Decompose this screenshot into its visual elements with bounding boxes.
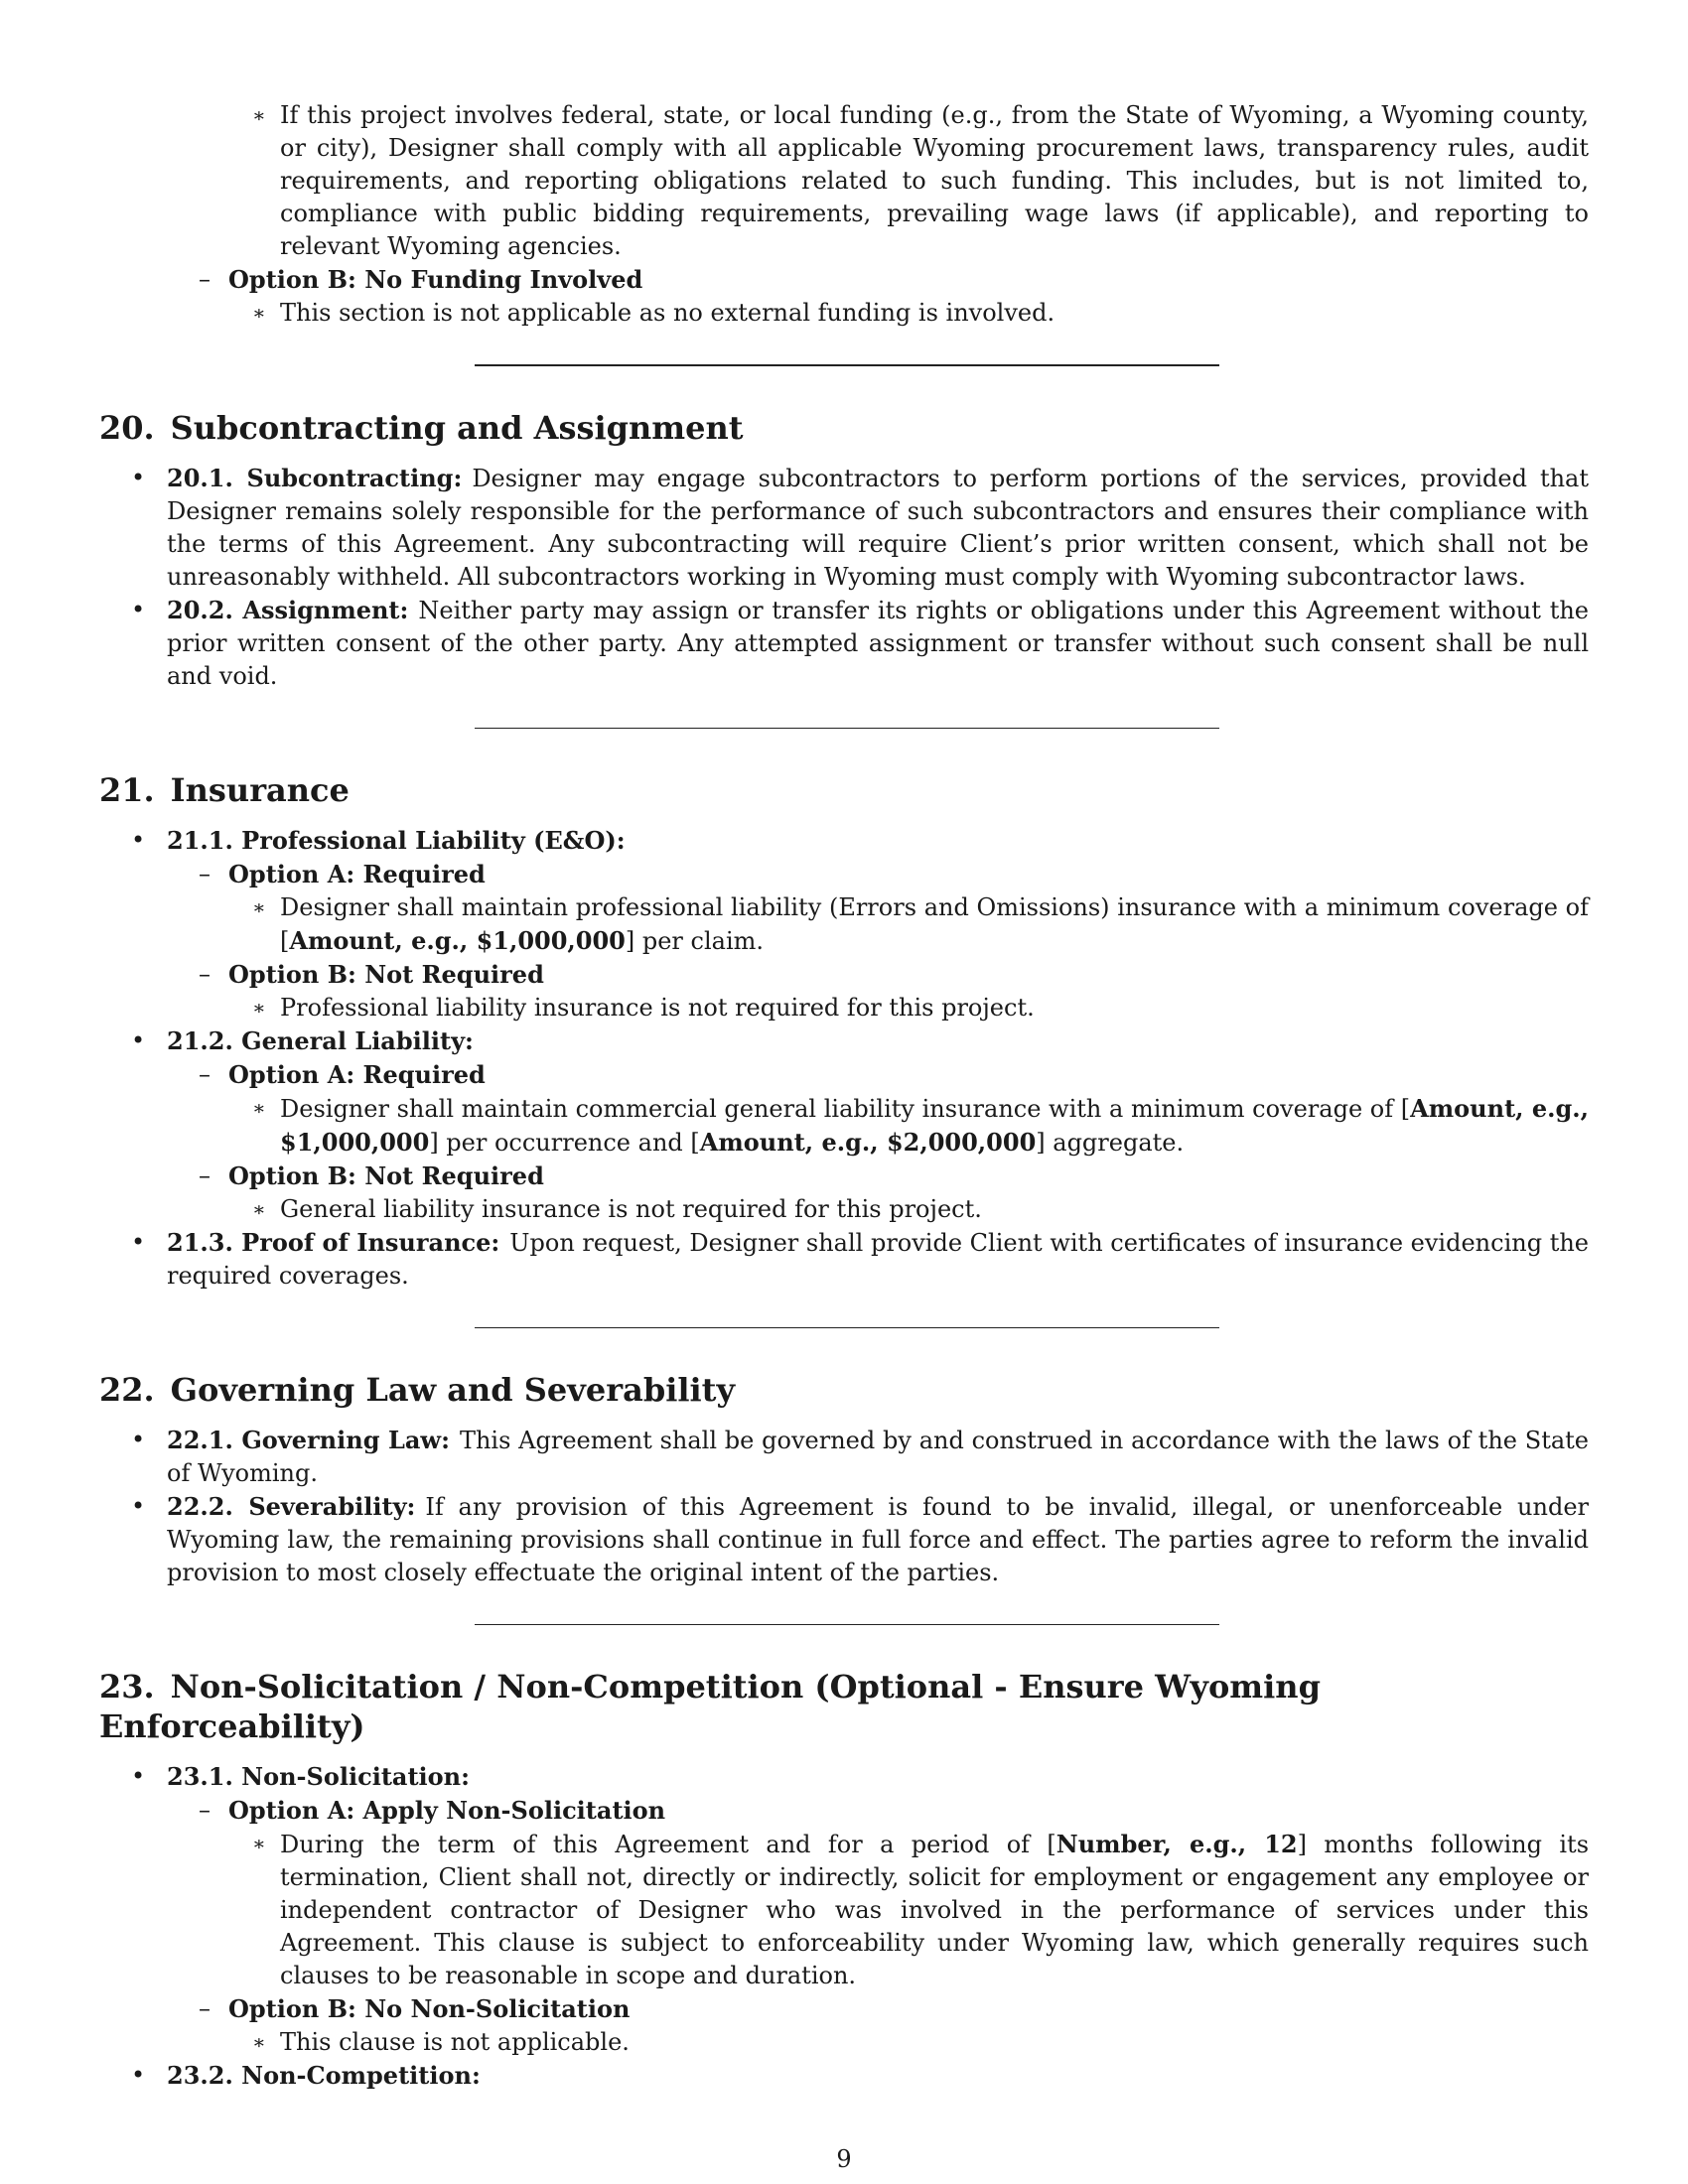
option-text: This clause is not applicable. <box>280 2028 630 2056</box>
section-title: Insurance <box>170 771 350 809</box>
option-text-item <box>99 1828 1589 1992</box>
option-text: Professional liability insurance is not required for this project. <box>280 994 1035 1022</box>
clause-22-1 <box>99 1424 1589 1490</box>
section-separator <box>475 1327 1219 1328</box>
amount-placeholder: Amount, e.g., $1,000,000 <box>289 926 626 955</box>
clause-label: 22.2. Severability: <box>167 1492 416 1521</box>
clause-label: 23.1. Non-Solicitation: <box>167 1762 470 1791</box>
clause-21-3 <box>99 1226 1589 1293</box>
amount-placeholder: Amount, e.g., $1,000,000 <box>280 1094 1589 1157</box>
asterisk-bullet-icon: ∗ <box>252 996 266 1020</box>
option-label: Option A: Required <box>228 860 486 888</box>
asterisk-bullet-icon: ∗ <box>252 1197 266 1221</box>
section-20-heading <box>99 408 1589 448</box>
option-label: Option A: Apply Non-Solicitation <box>228 1796 666 1825</box>
section-23-heading <box>99 1667 1589 1746</box>
option-text: ] aggregate. <box>1036 1129 1185 1157</box>
dash-bullet-icon: – <box>199 1994 211 2022</box>
asterisk-bullet-icon: ∗ <box>252 103 266 127</box>
bullet-icon: • <box>131 1762 146 1790</box>
section-number: 23. <box>99 1668 155 1706</box>
option-text: During the term of this Agreement and for a period of [ <box>280 1831 1056 1858</box>
funding-option-b-text-item <box>99 297 1589 330</box>
bullet-icon: • <box>131 1426 146 1453</box>
asterisk-bullet-icon: ∗ <box>252 895 266 919</box>
option-text: Designer shall maintain commercial general liability insurance with a minimum coverage of [ <box>280 1095 1411 1123</box>
clause-label: 21.1. Professional Liability (E&O): <box>167 826 626 855</box>
section-21-heading <box>99 770 1589 810</box>
clause-text: This Agreement shall be governed by and construed in accordance with the laws of the State of Wyoming. <box>167 1427 1590 1487</box>
section-title: Non-Solicitation / Non-Competition (Optional - Ensure Wyoming Enforceability) <box>99 1668 1321 1745</box>
dash-bullet-icon: – <box>199 1060 211 1088</box>
clause-label: 21.2. General Liability: <box>167 1026 474 1055</box>
bullet-icon: • <box>131 1228 146 1256</box>
asterisk-bullet-icon: ∗ <box>252 1832 266 1855</box>
option-text: ] months following its termination, Client shall not, directly or indirectly, solicit for employment or engagement any employee or independent contractor of Designer who was involved in the performance of services under this Agreement. This clause is subject to enforceability under Wyoming law, which generally requires such clauses to be reasonable in scope and duration. <box>280 1831 1590 1989</box>
clause-label: 22.1. Governing Law: <box>167 1426 450 1454</box>
bullet-icon: • <box>131 596 146 623</box>
clause-text: Neither party may assign or transfer its rights or obligations under this Agreement without the prior written consent of the other party. Any attempted assignment or transfer without such consent shall be null and void. <box>167 597 1590 690</box>
dash-bullet-icon: – <box>199 1796 211 1824</box>
section-separator <box>475 1624 1219 1625</box>
dash-bullet-icon: – <box>199 860 211 887</box>
funding-option-a-item <box>99 99 1589 263</box>
option-text-item <box>99 992 1589 1024</box>
clause-label: 23.2. Non-Competition: <box>167 2061 481 2090</box>
option-text: Designer shall maintain professional liability (Errors and Omissions) insurance with a minimum coverage of [ <box>280 893 1589 955</box>
asterisk-bullet-icon: ∗ <box>252 301 266 325</box>
clause-20-1 <box>99 462 1589 594</box>
option-text-item <box>99 891 1589 958</box>
bullet-icon: • <box>131 464 146 491</box>
dash-bullet-icon: – <box>199 265 211 293</box>
option-a-item <box>99 1794 1589 1828</box>
number-placeholder: Number, e.g., 12 <box>1055 1830 1298 1858</box>
dash-bullet-icon: – <box>199 960 211 988</box>
amount-placeholder: Amount, e.g., $2,000,000 <box>699 1128 1037 1157</box>
clause-label: 20.2. Assignment: <box>167 596 409 624</box>
option-text: ] per claim. <box>625 927 765 955</box>
option-b-item <box>99 958 1589 992</box>
bullet-icon: • <box>131 2061 146 2089</box>
clause-label: 20.1. Subcontracting: <box>167 464 463 492</box>
clause-23-1 <box>99 1760 1589 1794</box>
clause-text: If any provision of this Agreement is found to be invalid, illegal, or unenforceable under Wyoming law, the remaining provisions shall continue in full force and effect. The parties agree to reform the invalid provision to most closely effectuate the original intent of the parties. <box>167 1493 1590 1586</box>
clause-23-2 <box>99 2059 1589 2093</box>
bullet-icon: • <box>131 1492 146 1520</box>
bullet-icon: • <box>131 826 146 854</box>
section-number: 21. <box>99 771 155 809</box>
clause-22-2 <box>99 1490 1589 1589</box>
option-text-item <box>99 1193 1589 1226</box>
option-text-item <box>99 2026 1589 2059</box>
clause-text: Upon request, Designer shall provide Client with certificates of insurance evidencing the required coverages. <box>167 1229 1589 1290</box>
clause-21-1 <box>99 824 1589 858</box>
option-b-item <box>99 1160 1589 1193</box>
option-label: Option B: No Non-Solicitation <box>228 1994 631 2023</box>
clause-text: Designer may engage subcontractors to perform portions of the services, provided that Designer remains solely responsible for the performance of such subcontractors and ensures their compliance with the terms of this Agreement. Any subcontracting will require Client’s prior written consent, which shall not be unreasonably withheld. All subcontractors working in Wyoming must comply with Wyoming subcontractor laws. <box>167 465 1589 591</box>
section-number: 20. <box>99 409 155 447</box>
section-separator <box>475 728 1219 729</box>
option-label: Option A: Required <box>228 1060 486 1089</box>
dash-bullet-icon: – <box>199 1161 211 1189</box>
section-title: Governing Law and Severability <box>170 1371 736 1409</box>
asterisk-bullet-icon: ∗ <box>252 1096 266 1120</box>
option-text-item <box>99 1092 1589 1160</box>
bullet-icon: • <box>131 1026 146 1054</box>
section-22-heading <box>99 1370 1589 1410</box>
clause-21-2 <box>99 1024 1589 1058</box>
section-title: Subcontracting and Assignment <box>170 409 744 447</box>
clause-20-2 <box>99 594 1589 693</box>
funding-option-a-text: If this project involves federal, state, or local funding (e.g., from the State of Wyoming, a Wyoming county, or city), Designer shall comply with all applicable Wyoming procurement laws, transparency rules, audit requirements, and reporting obligations related to such funding. This includes, but is not limited to, compliance with public bidding requirements, prevailing wage laws (if applicable), and reporting to relevant Wyoming agencies. <box>280 101 1589 260</box>
document-page <box>99 99 1589 2093</box>
funding-option-b-label: Option B: No Funding Involved <box>228 265 643 294</box>
option-a-item <box>99 1058 1589 1092</box>
option-b-item <box>99 1992 1589 2026</box>
option-text: ] per occurrence and [ <box>429 1129 700 1157</box>
asterisk-bullet-icon: ∗ <box>252 2030 266 2054</box>
option-label: Option B: Not Required <box>228 1161 544 1190</box>
funding-option-b-item <box>99 263 1589 297</box>
clause-label: 21.3. Proof of Insurance: <box>167 1228 500 1257</box>
section-separator <box>475 364 1219 366</box>
section-number: 22. <box>99 1371 155 1409</box>
page-number: 9 <box>836 2145 852 2173</box>
option-a-item <box>99 858 1589 891</box>
funding-option-b-text: This section is not applicable as no external funding is involved. <box>280 299 1055 327</box>
option-text: General liability insurance is not required for this project. <box>280 1195 982 1223</box>
option-label: Option B: Not Required <box>228 960 544 989</box>
